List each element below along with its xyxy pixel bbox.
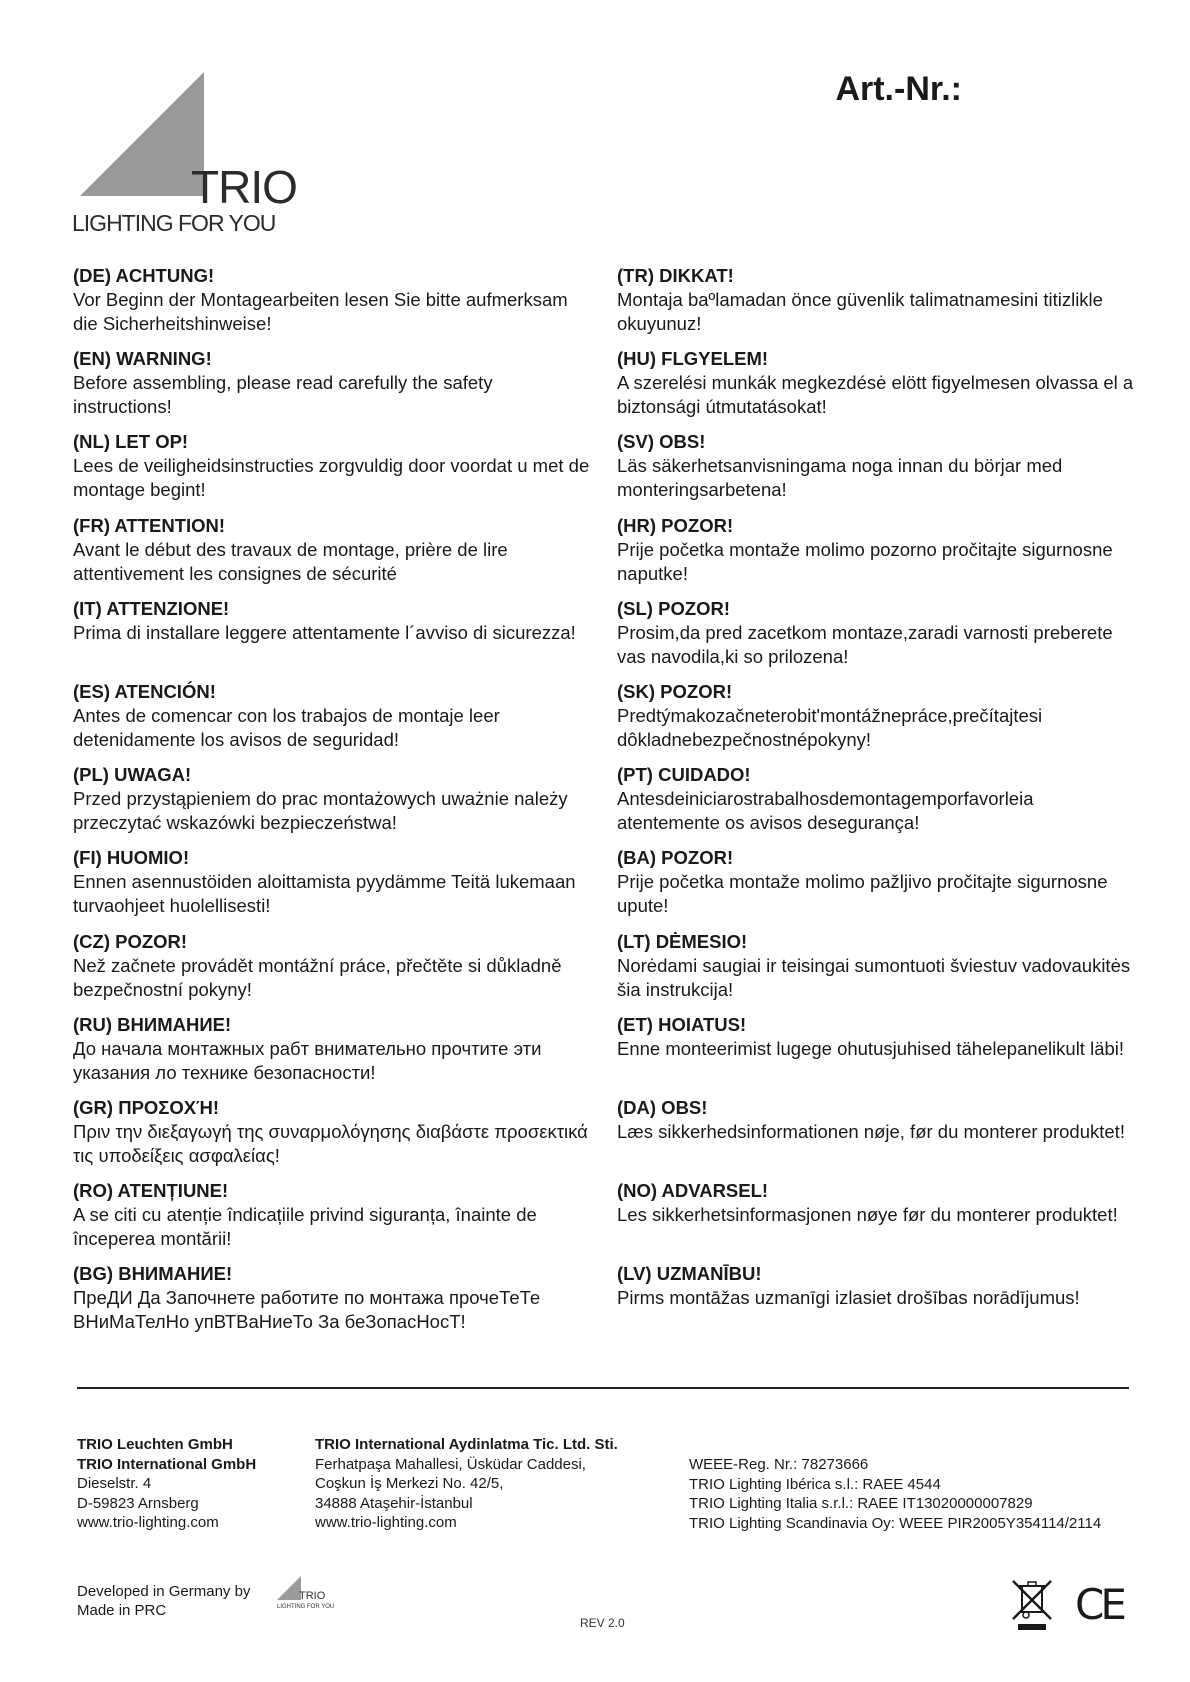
logo-tagline: LIGHTING FOR YOU	[72, 210, 276, 236]
warning-text: A se citi cu atenție îndicațiile privind siguranța, înainte de începerea montării!	[73, 1204, 537, 1250]
warning-block	[73, 347, 593, 430]
warning-text: Læs sikkerhedsinformationen nøje, før du monterer produktet!	[617, 1120, 1125, 1142]
footer-divider	[77, 1387, 1129, 1389]
warning-text: Enne monteerimist lugege ohutusjuhised tähelepanelikult läbi!	[617, 1037, 1125, 1059]
warning-block	[73, 1262, 593, 1345]
warning-block	[73, 264, 593, 347]
warning-block	[617, 1179, 1137, 1262]
warning-block	[617, 930, 1137, 1013]
company-name: TRIO International Aydinlatma Tic. Ltd. Sti.	[315, 1436, 618, 1453]
address-line: Coşkun İş Merkezi No. 42/5,	[315, 1475, 504, 1492]
warning-title: (BA) POZOR!	[617, 847, 734, 869]
warning-text: Montaja baºlamadan önce güvenlik talimatnamesini titizlikle okuyunuz!	[617, 289, 1103, 334]
warning-block	[617, 1096, 1137, 1179]
warning-title: (CZ) POZOR!	[73, 930, 188, 952]
logo-brand: TRIO	[191, 161, 297, 213]
warning-text: Lees de veiligheidsinstructies zorgvuldig door voordat u met de montage begint!	[73, 455, 590, 501]
warning-text: Prima di installare leggere attentamente l´avviso di sicurezza!	[73, 621, 576, 643]
warning-title: (PL) UWAGA!	[73, 764, 192, 786]
developed-in: Developed in Germany by	[77, 1583, 251, 1600]
footer-address-germany	[77, 1435, 256, 1533]
warning-title: (EN) WARNING!	[73, 348, 212, 370]
warning-text: Before assembling, please read carefully the safety instructions!	[73, 372, 493, 418]
warning-title: (FI) HUOMIO!	[73, 847, 190, 869]
warning-block	[73, 930, 593, 1013]
warning-title: (NL) LET OP!	[73, 431, 189, 453]
warning-text: До начала монтажных рабт внимательно прочтите эти указания ло технике безопасности!	[73, 1037, 542, 1083]
warning-text: ПреДИ Да Започнете работите по монтажа прочеТеТе ВНиМаТелНо упВТВаНиеТо За беЗопасНосТ!	[73, 1287, 541, 1333]
article-number-label: Art.-Nr.:	[835, 70, 962, 108]
warning-block	[617, 846, 1137, 929]
warning-text: Prije početka montaže molimo pažljivo pročitajte sigurnosne upute!	[617, 871, 1108, 917]
warning-title: (SK) POZOR!	[617, 680, 733, 702]
warning-block	[73, 846, 593, 929]
warning-block	[73, 763, 593, 846]
warning-title: (RU) ВНИМАНИЕ!	[73, 1013, 232, 1035]
warning-text: Ennen asennustöiden aloittamista pyydämme Teitä lukemaan turvaohjeet huolellisesti!	[73, 871, 576, 917]
warning-text: Avant le début des travaux de montage, prière de lire attentivement les consignes de sécurité	[73, 538, 508, 584]
warning-block	[73, 430, 593, 513]
address-line: 34888 Ataşehir-İstanbul	[315, 1494, 473, 1512]
warning-block	[617, 347, 1137, 430]
trio-logo	[72, 72, 332, 242]
warning-title: (RO) ATENȚIUNE!	[73, 1180, 229, 1202]
warning-text: Vor Beginn der Montagearbeiten lesen Sie bitte aufmerksam die Sicherheitshinweise!	[73, 289, 568, 334]
warning-block	[617, 597, 1137, 680]
warning-title: (DA) OBS!	[617, 1096, 708, 1118]
warning-title: (BG) ВНИМАНИЕ!	[73, 1263, 233, 1285]
warning-text: Przed przystąpieniem do prac montażowych uważnie należy przeczytać wskazówki bezpieczeństwa!	[73, 788, 568, 834]
warning-text: Než začnete provádět montážní práce, přečtěte si důkladně bezpečnostní pokyny!	[73, 954, 562, 1000]
warning-title: (IT) ATTENZIONE!	[73, 597, 230, 619]
weee-line: WEEE-Reg. Nr.: 78273666	[689, 1456, 869, 1473]
warning-text: Prosim,da pred zacetkom montaze,zaradi varnosti preberete vas navodila,ki so prilozena!	[617, 621, 1113, 667]
warning-text: A szerelési munkák megkezdésė elött figyelmesen olvassa el a biztonsági útmutatásokat!	[617, 372, 1134, 418]
weee-line: TRIO Lighting Scandinavia Oy: WEEE PIR2005Y354114/2114	[689, 1514, 1102, 1532]
warning-title: (SL) POZOR!	[617, 597, 731, 619]
origin-info	[77, 1582, 250, 1620]
website-link[interactable]: www.trio-lighting.com	[77, 1514, 219, 1531]
warning-text: Predtýmakozačneterobit'montážnepráce,prečítajtesi dôkladnebezpečnostnépokyny!	[617, 704, 1043, 750]
warning-block	[73, 1013, 593, 1096]
revision-label: REV 2.0	[580, 1616, 625, 1630]
warning-block	[617, 763, 1137, 846]
warning-text: Pirms montāžas uzmanīgi izlasiet drošības norādījumus!	[617, 1287, 1080, 1309]
small-logo-tagline: LIGHTING FOR YOU	[277, 1604, 335, 1610]
address-line: Ferhatpaşa Mahallesi, Üsküdar Caddesi,	[315, 1455, 586, 1473]
warning-text: Antesdeiniciarostrabalhosdemontagemporfavorleia atentemente os avisos desegurança!	[617, 788, 1034, 834]
warning-block	[73, 597, 593, 680]
warning-text: Läs säkerhetsanvisningama noga innan du börjar med monteringsarbetena!	[617, 455, 1063, 501]
warning-block	[617, 1013, 1137, 1096]
warning-title: (DE) ACHTUNG!	[73, 265, 215, 286]
warning-title: (HR) POZOR!	[617, 514, 734, 536]
warning-text: Πριν την διεξαγωγή της συναρμολόγησης διαβάστε προσεκτικά τις υποδείξεις ασφαλείας!	[73, 1120, 588, 1166]
warning-title: (HU) FLGYELEM!	[617, 348, 769, 370]
warning-block	[617, 680, 1137, 763]
warning-text: Norėdami saugiai ir teisingai sumontuoti šviestuv vadovaukitės šia instrukcija!	[617, 954, 1131, 1000]
company-name: TRIO International GmbH	[77, 1455, 257, 1473]
warnings-left-column	[73, 264, 593, 1345]
warning-title: (ET) HOIATUS!	[617, 1013, 747, 1035]
warning-title: (GR) ΠΡΟΣΟΧΉ!	[73, 1096, 220, 1118]
warning-title: (LT) DĖMESIO!	[617, 930, 748, 952]
weee-line: TRIO Lighting Ibérica s.l.: RAEE 4544	[689, 1475, 941, 1493]
warning-title: (SV) OBS!	[617, 431, 706, 453]
warnings-right-column	[617, 264, 1137, 1345]
warning-title: (NO) ADVARSEL!	[617, 1180, 769, 1202]
website-link[interactable]: www.trio-lighting.com	[315, 1514, 457, 1531]
made-in: Made in PRC	[77, 1602, 167, 1619]
warning-title: (LV) UZMANĪBU!	[617, 1263, 762, 1285]
warning-title: (FR) ATTENTION!	[73, 514, 226, 536]
warning-title: (ES) ATENCIÓN!	[73, 680, 216, 702]
warning-block	[73, 680, 593, 763]
warning-block	[73, 514, 593, 597]
warning-text: Prije početka montaže molimo pozorno pročitajte sigurnosne naputke!	[617, 538, 1113, 584]
address-city: D-59823 Arnsberg	[77, 1494, 199, 1512]
warning-block	[617, 264, 1137, 347]
small-logo-brand: TRIO	[299, 1590, 326, 1602]
ce-mark: CE	[1075, 1580, 1123, 1629]
warning-block	[617, 514, 1137, 597]
address-street: Dieselstr. 4	[77, 1475, 152, 1492]
small-trio-logo-icon	[275, 1574, 335, 1616]
warning-block	[73, 1179, 593, 1262]
warning-title: (PT) CUIDADO!	[617, 764, 751, 786]
warning-text: Antes de comencar con los trabajos de montaje leer detenidamente los avisos de seguridad!	[73, 704, 500, 750]
warning-block	[73, 1096, 593, 1179]
warning-text: Les sikkerhetsinformasjonen nøye før du monterer produktet!	[617, 1204, 1118, 1226]
warning-title: (TR) DIKKAT!	[617, 265, 734, 286]
company-name: TRIO Leuchten GmbH	[77, 1436, 233, 1453]
weee-line: TRIO Lighting Italia s.r.l.: RAEE IT13020000007829	[689, 1495, 1033, 1512]
footer-weee-registration	[689, 1455, 1101, 1533]
crossed-bin-icon	[1010, 1578, 1054, 1632]
warning-block	[617, 430, 1137, 513]
warning-block	[617, 1262, 1137, 1345]
footer-address-turkey	[315, 1435, 618, 1533]
